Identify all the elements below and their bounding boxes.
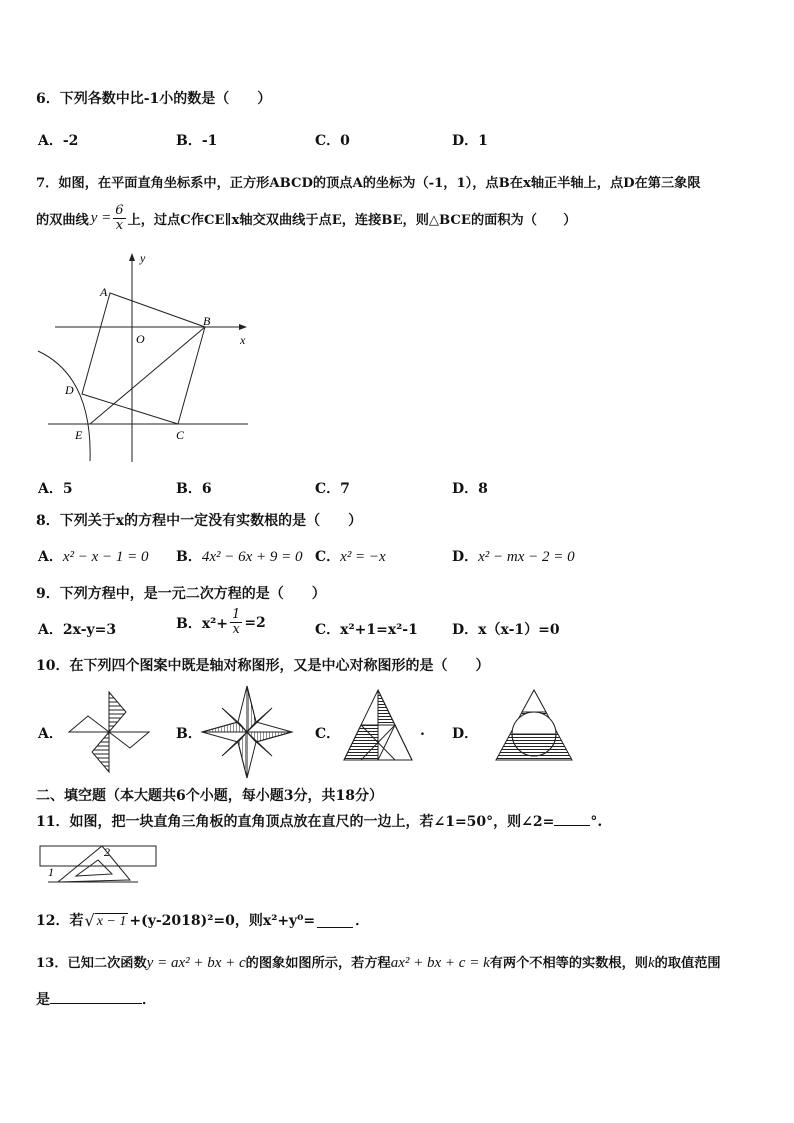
q12-post: ． <box>355 913 370 929</box>
q11-angle-2-label: 2 <box>104 845 110 859</box>
q9-option-c: C．x²+1=x²-1 <box>315 622 418 638</box>
q10-option-d-triangle-circle <box>494 688 574 762</box>
q8-stem: 8．下列关于x的方程中一定没有实数根的是（ ） <box>36 513 363 529</box>
q10a-blade-left <box>69 716 109 732</box>
q6-stem: 6．下列各数中比-1小的数是（ ） <box>36 91 272 107</box>
q7-option-a: A．5 <box>38 481 73 497</box>
q12-sqrt: √ x − 1 <box>84 910 127 930</box>
q9-option-b-post: =2 <box>244 614 266 631</box>
q13-stem-line2 <box>36 989 156 1009</box>
q10-option-c-dot: . <box>420 723 425 739</box>
q7-frac-den: x <box>115 218 124 233</box>
q11-stem-pre: 11．如图，把一块直角三角板的直角顶点放在直尺的一边上，若∠1=50°，则∠2= <box>36 814 555 830</box>
q7-line2-post: 上，过点C作CE∥x轴交双曲线于点E，连接BE，则△BCE的面积为（ ） <box>127 213 577 228</box>
q9-option-b-fraction <box>230 608 242 637</box>
q7-stem-line1: 7．如图，在平面直角坐标系中，正方形ABCD的顶点A的坐标为（-1，1），点B在x轴正半轴上，点D在第三象限 <box>36 176 701 191</box>
q10-option-a-label: A． <box>38 726 63 742</box>
q9-option-b-pre: B．x²+ <box>176 615 229 632</box>
q7-hyperbola <box>38 351 90 461</box>
q8-option-a-expr: x² − x − 1 = 0 <box>62 549 149 565</box>
q10a-blade-bottom <box>92 732 109 772</box>
q8-option-b-letter: B． <box>176 549 202 565</box>
q12-answer-blank[interactable] <box>317 913 353 928</box>
q10-option-a-pinwheel <box>64 688 154 776</box>
q7-frac-num: 6 <box>115 203 124 218</box>
section2-title: 二、填空题（本大题共6个小题，每小题3分，共18分） <box>36 788 383 804</box>
q13-eq: ax² + bx + c = k <box>390 955 490 971</box>
q9-stem: 9．下列方程中，是一元二次方程的是（ ） <box>36 586 326 602</box>
q12-stem <box>36 910 369 930</box>
q8-option-b <box>176 546 303 566</box>
q8-option-d-expr: x² − mx − 2 = 0 <box>478 549 575 565</box>
q7-eq-lhs: y = <box>90 210 112 226</box>
q8-option-a <box>38 546 149 566</box>
q7-option-b: B．6 <box>176 481 212 497</box>
q7-label-d: D <box>65 383 74 397</box>
q7-label-e: E <box>75 428 83 442</box>
q10-option-b-label: B． <box>176 726 202 742</box>
q13-stem-line1 <box>36 952 721 972</box>
q11-figure <box>38 842 160 890</box>
q7-x-arrow <box>239 324 247 330</box>
q10-option-c-triangle <box>342 688 414 762</box>
q11-stem <box>36 811 602 831</box>
q7-y-arrow <box>129 253 135 261</box>
q7-fraction <box>113 204 125 233</box>
q10-option-c-label: C． <box>315 726 341 742</box>
q6-option-b: B．-1 <box>176 133 218 149</box>
q11-angle-1-label: 1 <box>48 865 54 879</box>
q6-option-d: D．1 <box>452 133 488 149</box>
q11-answer-blank[interactable] <box>554 811 590 826</box>
q7-line-be <box>90 327 205 424</box>
q7-label-c: C <box>176 428 185 442</box>
q13-func: y = ax² + bx + c <box>146 955 246 971</box>
q13-mid2: 有两个不相等的实数根，则 <box>489 956 648 971</box>
q7-label-b: B <box>203 314 211 328</box>
q12-sqrt-body: x − 1 <box>96 913 127 929</box>
q7-option-c: C．7 <box>315 481 350 497</box>
q9-option-a: A．2x-y=3 <box>38 622 117 638</box>
q12-pre: 12．若 <box>36 913 84 929</box>
q7-label-o: O <box>136 332 145 346</box>
q12-mid: +(y-2018)²=0，则x²+y⁰= <box>129 913 316 929</box>
q8-option-a-letter: A． <box>38 549 63 565</box>
q7-figure <box>30 248 260 464</box>
q8-option-d <box>452 546 575 566</box>
q10-stem: 10．在下列四个图案中既是轴对称图形，又是中心对称图形的是（ ） <box>36 658 490 674</box>
q9-option-b-num: 1 <box>232 607 241 622</box>
q7-label-x: x <box>240 333 246 347</box>
q8-option-b-expr: 4x² − 6x + 9 = 0 <box>201 549 303 565</box>
q13-line2-post: ． <box>142 992 156 1008</box>
q7-line2-pre: 的双曲线 <box>36 213 89 228</box>
q7-option-d: D．8 <box>452 481 488 497</box>
q8-option-c-letter: C． <box>315 549 341 565</box>
q13-pre: 13．已知二次函数 <box>36 956 147 971</box>
q10-option-b-star <box>200 684 294 780</box>
q9-option-d: D．x（x-1）=0 <box>452 622 560 638</box>
q10a-blade-top <box>109 692 126 732</box>
q11-stem-post: °. <box>590 814 603 830</box>
q7-stem-line2 <box>36 204 576 233</box>
q9-option-b-den: x <box>232 622 240 637</box>
q7-label-a: A <box>100 285 108 299</box>
q13-line2-pre: 是 <box>36 992 50 1008</box>
q13-mid: 的图象如图所示，若方程 <box>245 956 391 971</box>
q10-option-d-label: D． <box>452 726 479 742</box>
q13-post: 的取值范围 <box>654 956 721 971</box>
q7-square <box>82 293 205 424</box>
q13-k: k <box>647 955 655 971</box>
q8-option-c <box>315 546 386 566</box>
q8-option-d-letter: D． <box>452 549 479 565</box>
q8-option-c-expr: x² = −x <box>340 549 386 565</box>
q6-option-c: C．0 <box>315 133 350 149</box>
q7-label-y: y <box>140 251 146 265</box>
q9-option-b <box>176 608 266 637</box>
q6-option-a: A．-2 <box>38 133 79 149</box>
q10a-blade-right <box>109 732 149 748</box>
q13-answer-blank[interactable] <box>50 989 142 1004</box>
